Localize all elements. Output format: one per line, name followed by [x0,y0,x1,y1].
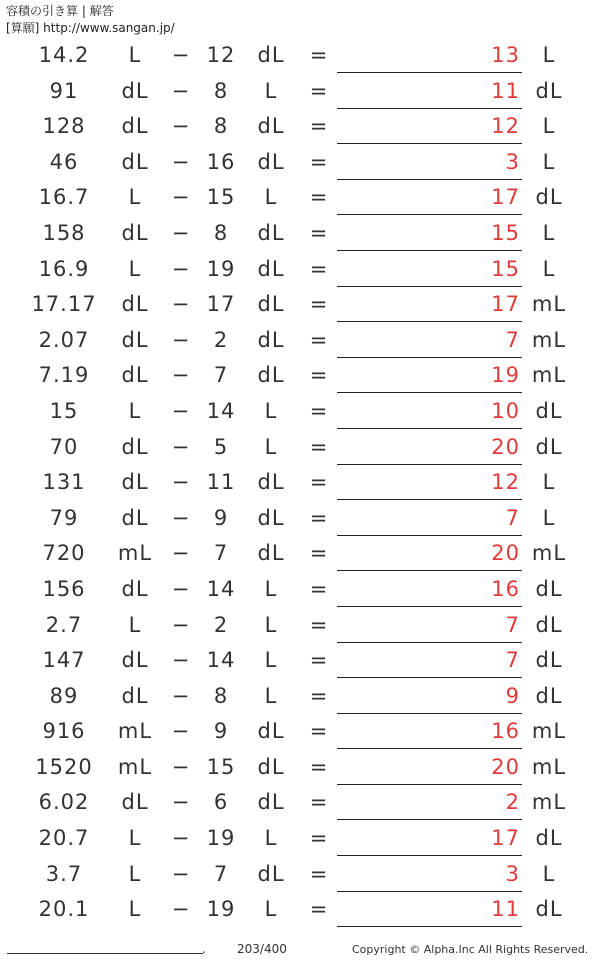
subtrahend-unit: L [264,826,278,851]
answer-unit: L [542,220,556,245]
answer: 17 [491,185,520,210]
answer: 10 [491,398,520,423]
minuend-unit: dL [121,576,149,601]
equals-sign: = [309,256,329,281]
answer: 12 [491,114,520,139]
subtrahend-unit: dL [257,292,285,317]
minuend: 16.7 [38,185,90,210]
minuend: 916 [42,719,86,744]
subtrahend-unit: dL [257,149,285,174]
minuend: 20.1 [38,897,90,922]
minuend: 147 [42,648,86,673]
equals-sign: = [309,719,329,744]
answer: 20 [491,541,520,566]
minus-sign: − [171,648,191,673]
answer-unit: dL [535,434,563,459]
minuend-unit: L [128,861,142,886]
answer-unit: L [542,43,556,67]
minuend: 720 [42,541,86,566]
problem-row [0,607,600,643]
equals-sign: = [309,185,329,210]
subtrahend: 6 [213,790,229,815]
minus-sign: − [171,149,191,174]
subtrahend-unit: dL [257,719,285,744]
subtrahend-unit: L [264,78,278,103]
name-line [7,953,203,954]
problem-row [0,179,600,215]
problem-list [0,37,600,927]
subtrahend-unit: dL [257,470,285,495]
answer-unit: mL [531,363,567,388]
equals-sign: = [309,897,329,922]
footer [0,938,600,962]
subtrahend: 19 [206,256,236,281]
answer: 16 [491,719,520,744]
problem-row [0,784,600,820]
problem-row [0,891,600,927]
minuend: 91 [49,78,79,103]
minuend-unit: dL [121,648,149,673]
minus-sign: − [171,363,191,388]
subtrahend: 11 [206,470,236,495]
equals-sign: = [309,576,329,601]
answer-unit: dL [535,683,563,708]
answer-unit: mL [531,754,567,779]
equals-sign: = [309,149,329,174]
page-number: 203/400 [237,942,287,956]
subtrahend-unit: dL [257,363,285,388]
minuend-unit: dL [121,114,149,139]
equals-sign: = [309,114,329,139]
minuend: 6.02 [38,790,90,815]
minuend: 79 [49,505,79,530]
answer: 15 [491,220,520,245]
minus-sign: − [171,826,191,851]
answer-unit: L [542,149,556,174]
answer: 9 [505,683,520,708]
subtrahend: 16 [206,149,236,174]
minuend: 131 [42,470,86,495]
minus-sign: − [171,220,191,245]
minuend: 128 [42,114,86,139]
answer: 7 [505,612,520,637]
answer-unit: dL [535,897,563,922]
subtrahend: 17 [206,292,236,317]
subtrahend-unit: dL [257,754,285,779]
problem-row [0,749,600,785]
equals-sign: = [309,434,329,459]
equals-sign: = [309,398,329,423]
subtrahend: 8 [213,683,229,708]
minus-sign: − [171,541,191,566]
subtrahend-unit: L [264,398,278,423]
equals-sign: = [309,826,329,851]
problem-row [0,73,600,109]
subtrahend: 14 [206,398,236,423]
equals-sign: = [309,790,329,815]
answer: 19 [491,363,520,388]
answer: 20 [491,434,520,459]
problem-row [0,251,600,287]
answer-unit: mL [531,292,567,317]
subtrahend: 8 [213,114,229,139]
minuend: 46 [49,149,79,174]
problem-row [0,144,600,180]
subtrahend-unit: dL [257,790,285,815]
minuend: 17.17 [31,292,97,317]
equals-sign: = [309,683,329,708]
problem-row [0,856,600,892]
subtrahend: 7 [213,541,229,566]
minus-sign: − [171,612,191,637]
minuend-unit: dL [121,292,149,317]
answer: 17 [491,292,520,317]
equals-sign: = [309,292,329,317]
subtrahend: 15 [206,754,236,779]
answer: 13 [491,43,520,67]
minuend-unit: dL [121,78,149,103]
problem-row [0,500,600,536]
equals-sign: = [309,363,329,388]
answer: 7 [505,648,520,673]
answer-unit: L [542,505,556,530]
minus-sign: − [171,78,191,103]
answer: 3 [505,861,520,886]
minuend-unit: L [128,43,142,67]
subtrahend: 2 [213,612,229,637]
equals-sign: = [309,612,329,637]
answer-underline [337,926,522,927]
subtrahend: 5 [213,434,229,459]
subtrahend: 12 [206,43,236,67]
minuend: 20.7 [38,826,90,851]
equals-sign: = [309,648,329,673]
minuend-unit: dL [121,505,149,530]
subtrahend-unit: dL [257,114,285,139]
minuend-unit: dL [121,470,149,495]
answer-unit: mL [531,327,567,352]
answer: 7 [505,327,520,352]
subtrahend-unit: dL [257,256,285,281]
minuend: 2.07 [38,327,90,352]
footer-dot: . [202,942,206,956]
minuend-unit: L [128,826,142,851]
answer: 11 [491,897,520,922]
problem-row [0,108,600,144]
answer-unit: mL [531,541,567,566]
problem-row [0,393,600,429]
answer-unit: dL [535,398,563,423]
minuend-unit: dL [121,327,149,352]
minus-sign: − [171,292,191,317]
minuend: 16.9 [38,256,90,281]
minuend-unit: dL [121,149,149,174]
minuend-unit: L [128,256,142,281]
minuend: 158 [42,220,86,245]
equals-sign: = [309,327,329,352]
minus-sign: − [171,790,191,815]
equals-sign: = [309,754,329,779]
minuend-unit: dL [121,434,149,459]
answer-unit: L [542,256,556,281]
answer-unit: mL [531,790,567,815]
subtrahend: 7 [213,363,229,388]
problem-row [0,642,600,678]
minuend: 70 [49,434,79,459]
minus-sign: − [171,897,191,922]
minuend-unit: dL [121,790,149,815]
equals-sign: = [309,505,329,530]
minus-sign: − [171,505,191,530]
answer: 2 [505,790,520,815]
answer: 3 [505,149,520,174]
answer-unit: L [542,861,556,886]
minuend-unit: dL [121,683,149,708]
minuend: 15 [49,398,79,423]
equals-sign: = [309,220,329,245]
minuend-unit: L [128,897,142,922]
subtrahend-unit: L [264,612,278,637]
subtrahend-unit: L [264,683,278,708]
minuend: 1520 [35,754,93,779]
answer-unit: dL [535,78,563,103]
minuend-unit: L [128,185,142,210]
answer: 11 [491,78,520,103]
page-title: 容積の引き算 | 解答 [6,4,114,18]
minus-sign: − [171,470,191,495]
subtrahend-unit: dL [257,505,285,530]
answer-unit: L [542,470,556,495]
minus-sign: − [171,114,191,139]
minuend: 89 [49,683,79,708]
minus-sign: − [171,398,191,423]
subtrahend: 8 [213,220,229,245]
subtrahend-unit: L [264,185,278,210]
answer-unit: dL [535,826,563,851]
problem-row [0,429,600,465]
answer-unit: L [542,114,556,139]
minus-sign: − [171,434,191,459]
minuend-unit: mL [117,719,153,744]
answer: 15 [491,256,520,281]
subtrahend-unit: L [264,897,278,922]
problem-row [0,215,600,251]
equals-sign: = [309,541,329,566]
minuend-unit: mL [117,754,153,779]
answer: 17 [491,826,520,851]
minuend: 3.7 [45,861,83,886]
subtrahend: 14 [206,576,236,601]
minuend-unit: dL [121,220,149,245]
copyright: Copyright © Alpha.Inc All Rights Reserved. [352,943,589,956]
equals-sign: = [309,470,329,495]
problem-row [0,286,600,322]
problem-row [0,322,600,358]
problem-row [0,535,600,571]
answer-unit: mL [531,719,567,744]
answer: 12 [491,470,520,495]
minuend-unit: mL [117,541,153,566]
problem-row [0,357,600,393]
minus-sign: − [171,185,191,210]
subtrahend: 19 [206,826,236,851]
answer: 20 [491,754,520,779]
equals-sign: = [309,43,329,67]
minuend: 156 [42,576,86,601]
subtrahend: 7 [213,861,229,886]
minus-sign: − [171,576,191,601]
subtrahend: 9 [213,719,229,744]
answer-unit: dL [535,576,563,601]
subtrahend-unit: dL [257,220,285,245]
subtrahend-unit: L [264,576,278,601]
problem-row [0,571,600,607]
site-url: [算願] http://www.sangan.jp/ [6,21,175,35]
minus-sign: − [171,683,191,708]
subtrahend-unit: L [264,648,278,673]
subtrahend-unit: L [264,434,278,459]
subtrahend: 2 [213,327,229,352]
subtrahend-unit: dL [257,541,285,566]
minus-sign: − [171,861,191,886]
subtrahend-unit: dL [257,861,285,886]
minus-sign: − [171,256,191,281]
minus-sign: − [171,327,191,352]
minuend-unit: L [128,398,142,423]
subtrahend-unit: dL [257,43,285,67]
minuend: 7.19 [38,363,90,388]
problem-row [0,464,600,500]
problem-row [0,678,600,714]
minuend-unit: L [128,612,142,637]
answer: 16 [491,576,520,601]
answer-unit: dL [535,185,563,210]
equals-sign: = [309,861,329,886]
problem-row [0,713,600,749]
subtrahend: 8 [213,78,229,103]
answer-unit: dL [535,648,563,673]
answer: 7 [505,505,520,530]
subtrahend: 15 [206,185,236,210]
problem-row [0,37,600,73]
minuend: 14.2 [38,43,90,67]
minuend: 2.7 [45,612,83,637]
problem-row [0,820,600,856]
minus-sign: − [171,43,191,67]
equals-sign: = [309,78,329,103]
minuend-unit: dL [121,363,149,388]
answer-unit: dL [535,612,563,637]
minus-sign: − [171,719,191,744]
subtrahend: 19 [206,897,236,922]
minus-sign: − [171,754,191,779]
subtrahend: 9 [213,505,229,530]
subtrahend: 14 [206,648,236,673]
subtrahend-unit: dL [257,327,285,352]
